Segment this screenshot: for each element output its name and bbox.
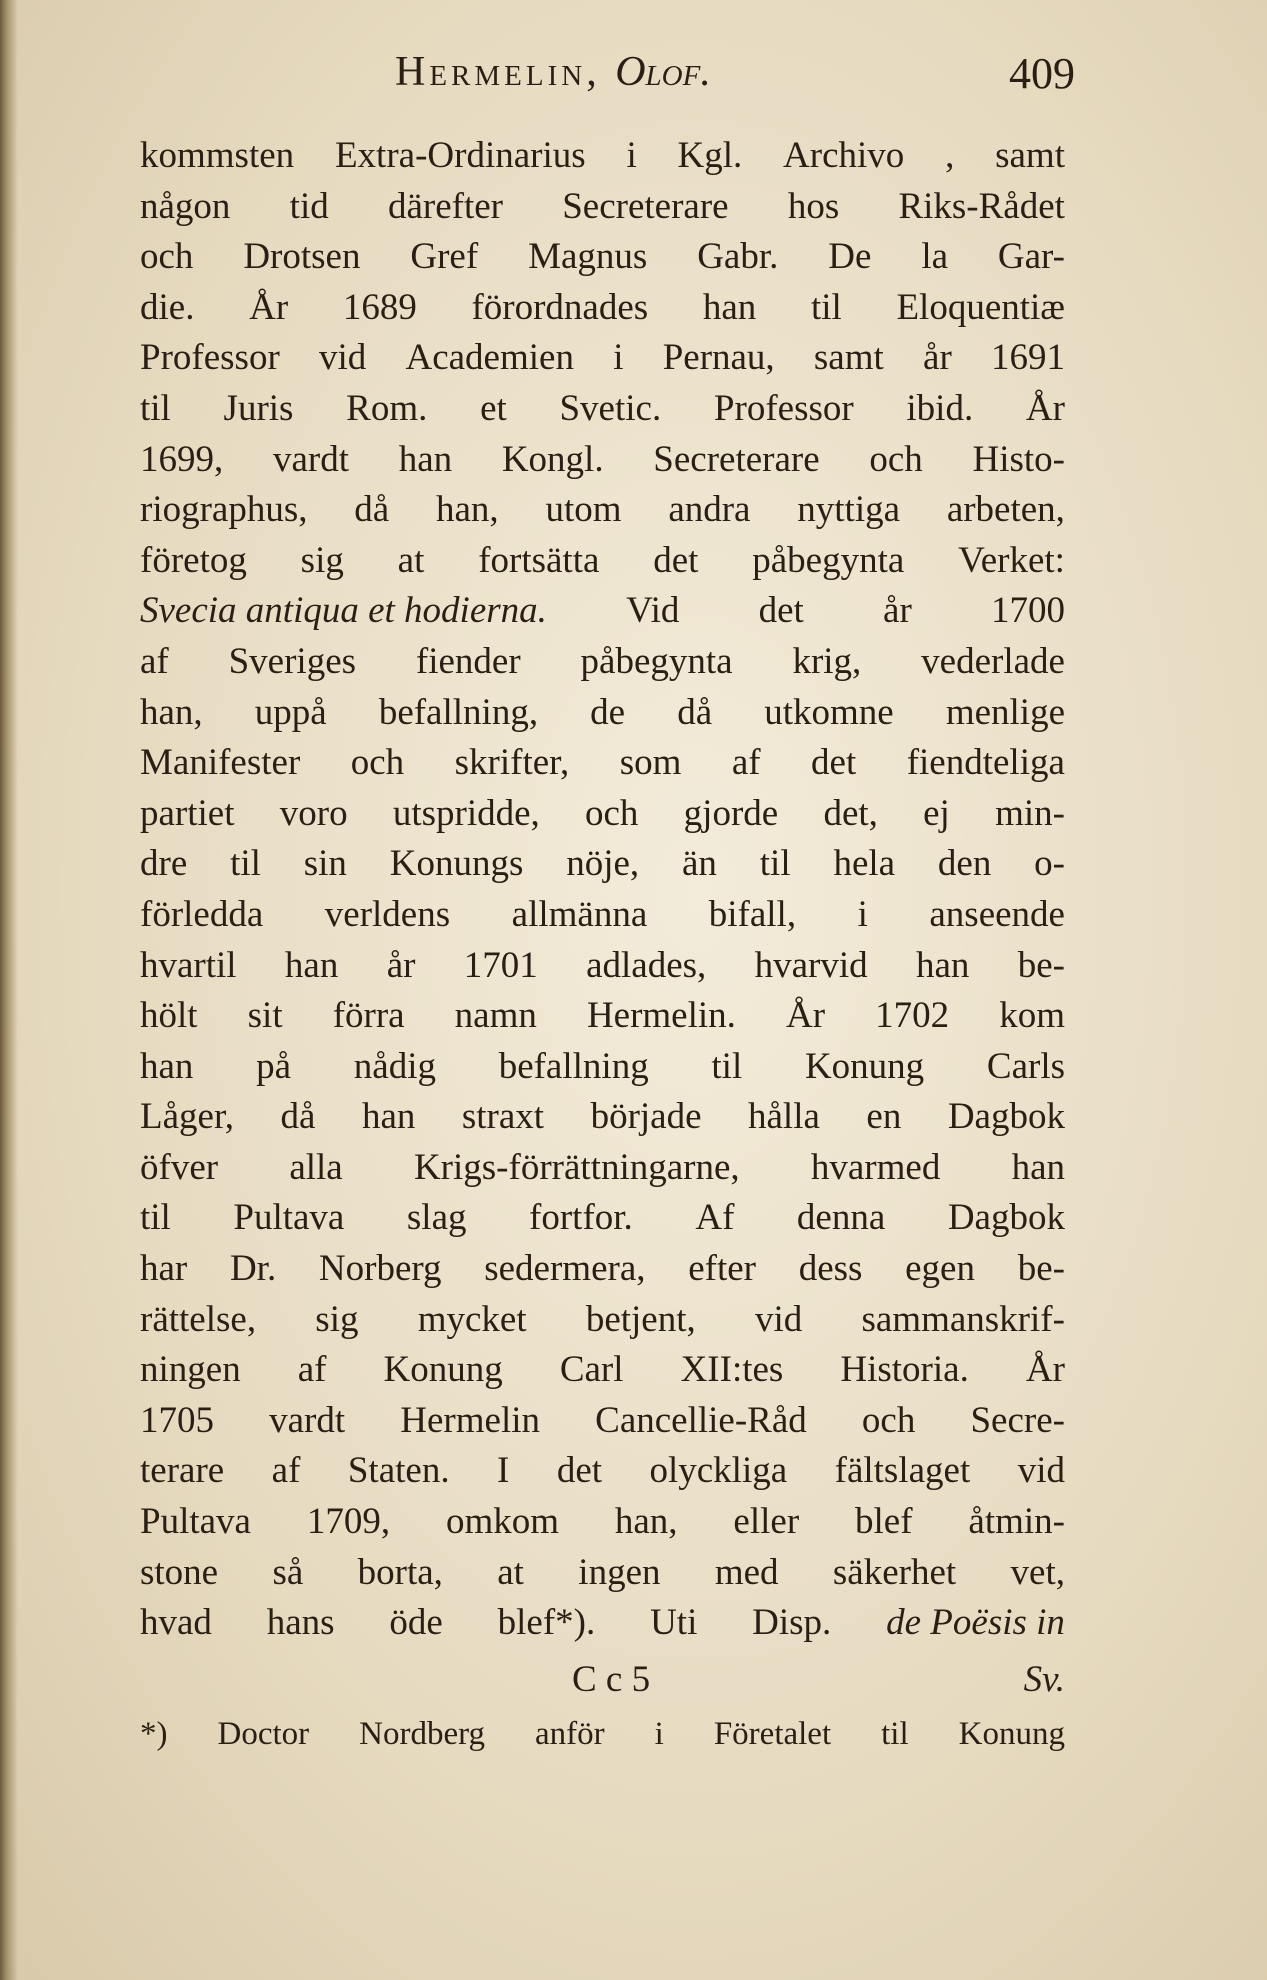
footnote-word: Konung <box>958 1716 1065 1752</box>
word: hvartil <box>140 944 237 986</box>
text-line <box>140 1247 1065 1298</box>
text-line <box>140 235 1065 286</box>
word: tid <box>289 185 329 227</box>
text-line <box>140 1449 1065 1500</box>
word: 1705 <box>140 1399 214 1441</box>
word: menlige <box>945 691 1065 733</box>
word: Carl <box>559 1349 624 1391</box>
word: Krigs-förrättningarne, <box>413 1146 740 1188</box>
word: år <box>883 590 912 632</box>
word: i <box>613 337 624 379</box>
word: fiender <box>415 640 521 682</box>
word: Rom. <box>346 387 428 429</box>
word: öfver <box>140 1146 219 1188</box>
word: 1699, <box>140 438 224 480</box>
word: företog <box>140 539 247 581</box>
word: Secreterare <box>653 438 820 480</box>
text-line <box>140 1601 1065 1652</box>
word: borta, <box>357 1551 443 1593</box>
word: fortfor. <box>529 1197 633 1239</box>
word: bifall, <box>708 893 797 935</box>
word: be- <box>1017 944 1065 986</box>
word: blef <box>855 1501 913 1543</box>
word: ibid. <box>906 387 974 429</box>
word: Drotsen <box>243 236 361 278</box>
word: utom <box>545 489 622 531</box>
word: det <box>758 590 804 632</box>
word: Låger, <box>140 1096 235 1138</box>
text-line <box>140 1045 1065 1096</box>
word: han <box>140 1045 194 1087</box>
word: riographus, <box>140 489 308 531</box>
word: År <box>1025 387 1065 429</box>
word: han, <box>614 1501 678 1543</box>
word: 1700 <box>990 590 1065 632</box>
text-line <box>140 589 1065 640</box>
word: Verket: <box>958 539 1065 581</box>
footnote-word: i <box>654 1716 664 1752</box>
word: han <box>398 438 453 480</box>
word: Magnus <box>528 236 648 278</box>
word: Svetic. <box>559 387 662 429</box>
word: at <box>497 1551 524 1593</box>
word: hvarvid <box>754 944 868 986</box>
word: sig <box>300 539 344 581</box>
word: alla <box>289 1146 343 1188</box>
word: die. <box>140 286 195 328</box>
word: Af <box>695 1197 735 1239</box>
text-line <box>140 1348 1065 1399</box>
text-line <box>140 691 1065 742</box>
word: til <box>759 843 791 885</box>
word: mycket <box>417 1298 527 1340</box>
word: då <box>677 691 713 733</box>
word: andra <box>668 489 751 531</box>
word: någon <box>140 185 231 227</box>
word: terare <box>140 1450 225 1492</box>
word: förordnades <box>471 286 649 328</box>
word: nöje, <box>566 843 640 885</box>
word: Riks-Rådet <box>898 185 1065 227</box>
word: hans <box>266 1602 335 1644</box>
word: olyckliga <box>649 1450 788 1492</box>
word: åtmin- <box>968 1501 1065 1543</box>
word: det <box>556 1450 603 1492</box>
word: vid <box>754 1298 803 1340</box>
word: och <box>140 236 194 278</box>
word: samt <box>813 337 884 379</box>
word: han <box>915 944 970 986</box>
word: fiendteliga <box>906 742 1065 784</box>
word: hvad <box>140 1602 212 1644</box>
word: Staten. <box>347 1450 450 1492</box>
word: denna <box>796 1197 886 1239</box>
word: Eloquentiæ <box>896 286 1065 328</box>
word: hela <box>833 843 896 885</box>
word: af <box>731 742 761 784</box>
word: Pernau, <box>662 337 775 379</box>
word: Dr. <box>229 1248 277 1290</box>
word: en <box>866 1096 902 1138</box>
word: krig, <box>792 640 862 682</box>
word: den <box>937 843 992 885</box>
word: År <box>249 286 289 328</box>
word: påbegynta <box>752 539 905 581</box>
word: eller <box>733 1501 800 1543</box>
text-line <box>140 792 1065 843</box>
word: ingen <box>578 1551 661 1593</box>
word: fältslaget <box>834 1450 971 1492</box>
word: 1689 <box>342 286 417 328</box>
text-line <box>140 994 1065 1045</box>
word: Manifester <box>140 742 301 784</box>
word: Kongl. <box>501 438 604 480</box>
word: nådig <box>353 1045 436 1087</box>
word: 1691 <box>990 337 1065 379</box>
word: och <box>869 438 923 480</box>
text-line <box>140 1196 1065 1247</box>
word: be- <box>1017 1248 1065 1290</box>
word: han <box>284 944 339 986</box>
text-line <box>140 1095 1065 1146</box>
word: utkomne <box>764 691 894 733</box>
word: kommsten <box>140 135 295 176</box>
word: Disp. <box>752 1602 832 1644</box>
page-header <box>395 48 1075 112</box>
word: hålla <box>748 1096 820 1138</box>
word: de Poësis in <box>886 1602 1065 1644</box>
word: i <box>857 893 868 935</box>
word: Svecia antiqua et hodierna. <box>140 590 547 632</box>
signature-mark: C c 5 <box>572 1659 651 1700</box>
word: gjorde <box>683 792 779 834</box>
word: han <box>1011 1146 1065 1188</box>
word: slag <box>406 1197 467 1239</box>
word: han, <box>140 691 203 733</box>
word: Vid <box>626 590 680 632</box>
word: Konung <box>383 1349 503 1391</box>
word: Norberg <box>318 1248 442 1290</box>
word: År <box>786 995 826 1037</box>
word: samt <box>995 135 1065 176</box>
footnote <box>140 1716 1065 1753</box>
word: vid <box>1017 1450 1065 1492</box>
word: , <box>945 135 955 176</box>
word: Hermelin <box>400 1399 541 1441</box>
word: förra <box>332 995 405 1037</box>
word: omkom <box>445 1501 560 1543</box>
word: Sveriges <box>228 640 357 682</box>
word: et <box>480 387 507 429</box>
text-line <box>140 336 1065 387</box>
word: sammanskrif- <box>861 1298 1065 1340</box>
word: 1709, <box>306 1501 391 1543</box>
word: Professor <box>713 387 854 429</box>
word: til <box>140 387 171 429</box>
word: påbegynta <box>580 640 733 682</box>
text-line <box>140 1399 1065 1450</box>
word: vederlade <box>921 640 1065 682</box>
running-head-name: Hermelin, <box>395 49 601 95</box>
word: hölt <box>140 995 198 1037</box>
word: Carls <box>986 1045 1065 1087</box>
word: än <box>682 843 717 885</box>
text-line <box>140 1551 1065 1602</box>
word: dess <box>798 1248 863 1290</box>
word: af <box>140 640 169 682</box>
word: hos <box>787 185 840 227</box>
text-line <box>140 640 1065 691</box>
word: verldens <box>324 893 451 935</box>
word: befallning <box>498 1045 649 1087</box>
word: på <box>256 1045 292 1087</box>
word: 1702 <box>875 995 950 1037</box>
word: och <box>585 792 639 834</box>
text-line <box>140 438 1065 489</box>
word: skrifter, <box>454 742 570 784</box>
word: med <box>714 1551 779 1593</box>
word: Archivo <box>783 135 905 176</box>
footnote-word: til <box>881 1716 909 1752</box>
running-head <box>395 48 711 96</box>
text-line <box>140 842 1065 893</box>
word: arbeten, <box>946 489 1065 531</box>
word: förledda <box>140 893 264 935</box>
word: egen <box>905 1248 975 1290</box>
word: straxt <box>461 1096 545 1138</box>
word: Gabr. <box>697 236 779 278</box>
text-line <box>140 286 1065 337</box>
body-text <box>140 134 1065 1652</box>
word: Kgl. <box>677 135 743 176</box>
running-head-given-name: Olof. <box>615 49 711 95</box>
word: o- <box>1034 843 1065 885</box>
word: Pultava <box>140 1501 251 1543</box>
word: vet, <box>1010 1551 1065 1593</box>
word: då <box>280 1096 316 1138</box>
word: sedermera, <box>484 1248 646 1290</box>
word: at <box>397 539 425 581</box>
word: 1701 <box>463 944 538 986</box>
text-line <box>140 539 1065 590</box>
page-gutter-shadow <box>0 0 18 1980</box>
word: började <box>590 1096 702 1138</box>
text-line <box>140 944 1065 995</box>
word: anseende <box>929 893 1065 935</box>
word: Dagbok <box>947 1197 1065 1239</box>
footnote-word: anför <box>535 1716 605 1752</box>
word: Cancellie-Råd <box>595 1399 807 1441</box>
word: det <box>811 742 857 784</box>
text-line <box>140 134 1065 185</box>
word: Uti <box>650 1602 698 1644</box>
word: kom <box>999 995 1065 1037</box>
word: Gar- <box>997 236 1065 278</box>
word: det, <box>823 792 878 834</box>
word: de <box>590 691 626 733</box>
word: det <box>653 539 699 581</box>
word: min- <box>995 792 1065 834</box>
text-line <box>140 1500 1065 1551</box>
catchword: Sv. <box>1023 1659 1065 1700</box>
word: därefter <box>387 185 503 227</box>
word: hvarmed <box>810 1146 941 1188</box>
word: sin <box>303 843 347 885</box>
word: år <box>386 944 416 986</box>
word: Konungs <box>389 843 524 885</box>
text-line <box>140 741 1065 792</box>
word: Extra-Ordinarius <box>334 135 586 176</box>
word: fortsätta <box>478 539 600 581</box>
word: Histo- <box>972 438 1065 480</box>
word: Pultava <box>233 1197 345 1239</box>
word: år <box>923 337 952 379</box>
word: til <box>140 1197 171 1239</box>
word: voro <box>279 792 348 834</box>
signature-row <box>140 1658 1065 1706</box>
footnote-word: Företalet <box>713 1716 832 1752</box>
word: De <box>828 236 872 278</box>
word: öde <box>389 1602 443 1644</box>
word: så <box>272 1551 304 1593</box>
word: då <box>354 489 390 531</box>
word: År <box>1025 1349 1065 1391</box>
word: Gref <box>410 236 479 278</box>
word: partiet <box>140 792 235 834</box>
word: Secre- <box>970 1399 1065 1441</box>
word: til <box>810 286 842 328</box>
word: Juris <box>223 387 294 429</box>
word: uppå <box>254 691 327 733</box>
text-line <box>140 1298 1065 1349</box>
footnote-word: Nordberg <box>359 1716 486 1752</box>
word: utspridde, <box>392 792 540 834</box>
word: har <box>140 1248 188 1290</box>
word: til <box>711 1045 743 1087</box>
word: dre <box>140 843 188 885</box>
word: stone <box>140 1551 219 1593</box>
word: til <box>230 843 261 885</box>
word: ej <box>923 792 950 834</box>
text-line <box>140 893 1065 944</box>
word: sit <box>247 995 283 1037</box>
word: ningen <box>140 1349 241 1391</box>
word: Hermelin. <box>586 995 736 1037</box>
word: allmänna <box>511 893 648 935</box>
word: vardt <box>272 438 349 480</box>
word: Dagbok <box>947 1096 1065 1138</box>
word: I <box>497 1450 510 1492</box>
word: säkerhet <box>832 1551 957 1593</box>
word: betjent, <box>585 1298 696 1340</box>
word: och <box>861 1399 916 1441</box>
word: af <box>271 1450 301 1492</box>
word: Academien <box>405 337 574 379</box>
word: han <box>361 1096 416 1138</box>
word: Secreterare <box>562 185 729 227</box>
word: rättelse, <box>140 1298 257 1340</box>
word: som <box>619 742 682 784</box>
word: af <box>297 1349 327 1391</box>
word: vid <box>318 337 367 379</box>
text-line <box>140 488 1065 539</box>
word: han <box>702 286 757 328</box>
word: adlades, <box>586 944 707 986</box>
text-line <box>140 1146 1065 1197</box>
word: la <box>921 236 949 278</box>
word: sig <box>315 1298 359 1340</box>
footnote-word: Doctor <box>217 1716 310 1752</box>
word: Historia. <box>840 1349 969 1391</box>
word: namn <box>454 995 537 1037</box>
word: i <box>626 135 637 176</box>
word: efter <box>688 1248 756 1290</box>
footnote-word: *) <box>140 1716 168 1752</box>
text-line <box>140 387 1065 438</box>
word: Konung <box>804 1045 925 1087</box>
word: nyttiga <box>797 489 901 531</box>
word: befallning, <box>378 691 539 733</box>
word: han, <box>436 489 499 531</box>
word: XII:tes <box>680 1349 784 1391</box>
page-number: 409 <box>1009 49 1075 98</box>
word: blef*). <box>497 1602 596 1644</box>
word: och <box>350 742 405 784</box>
word: Professor <box>140 337 280 379</box>
text-line <box>140 185 1065 236</box>
word: vardt <box>269 1399 346 1441</box>
